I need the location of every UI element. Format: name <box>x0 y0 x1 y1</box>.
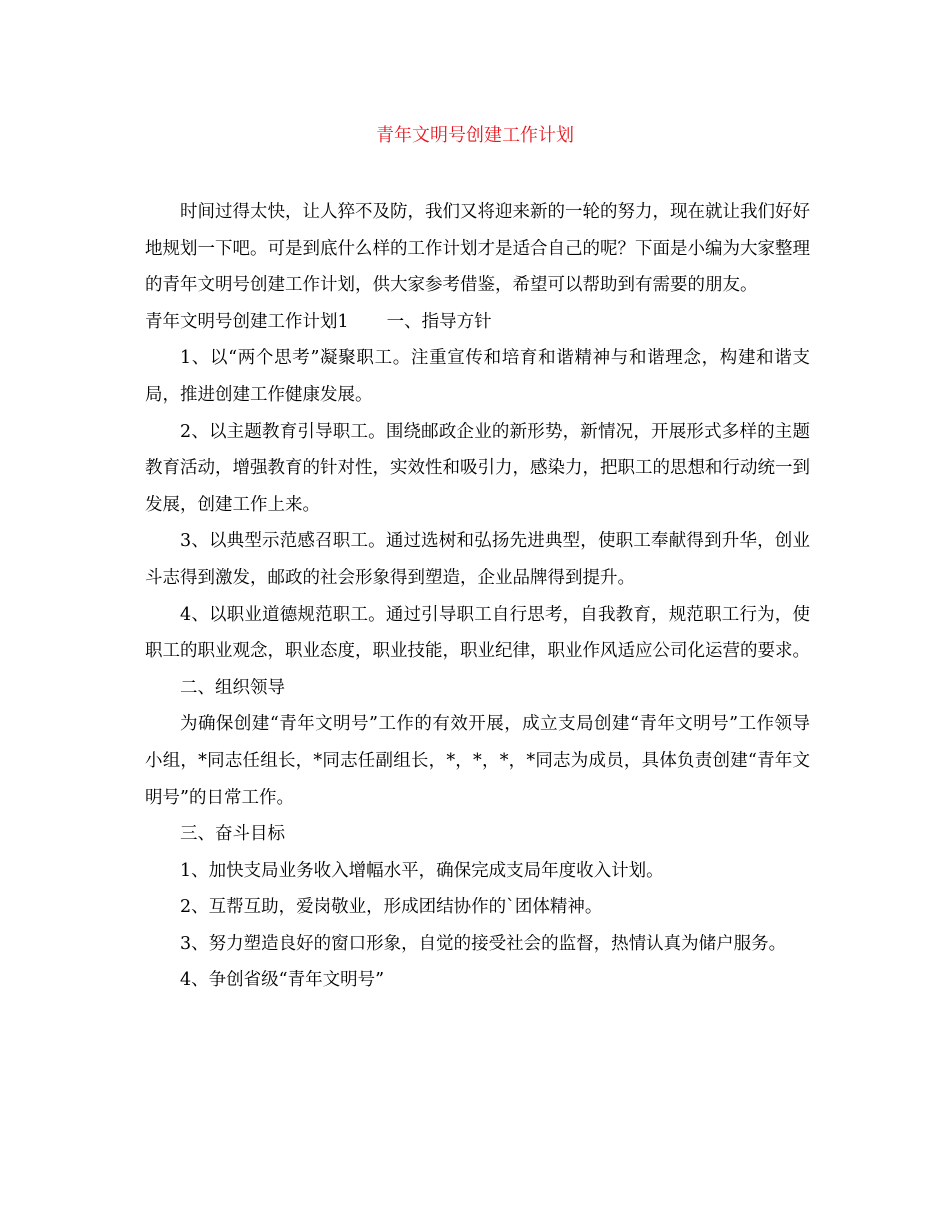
guideline-item-1: 1、以“两个思考”凝聚职工。注重宣传和培育和谐精神与和谐理念，构建和谐支局，推进创建工作健康发展。 <box>145 348 810 405</box>
section3-heading: 三、奋斗目标 <box>180 824 285 845</box>
section2-paragraph: 为确保创建“青年文明号”工作的有效开展，成立支局创建“青年文明号”工作领导小组，*同志任组长，*同志任副组长，*，*，*，*同志为成员，具体负责创建“青年文明号”的日常工作。 <box>145 714 810 808</box>
goal-item-3: 3、努力塑造良好的窗口形象，自觉的接受社会的监督，热情认真为储户服务。 <box>180 933 787 954</box>
goal-item-4: 4、争创省级“青年文明号” <box>180 970 385 991</box>
document-title: 青年文明号创建工作计划 <box>376 125 574 146</box>
guideline-item-2: 2、以主题教育引导职工。围绕邮政企业的新形势，新情况，开展形式多样的主题教育活动，增强教育的针对性，实效性和吸引力，感染力，把职工的思想和行动统一到发展，创建工作上来。 <box>145 421 810 515</box>
guideline-item-4: 4、以职业道德规范职工。通过引导职工自行思考，自我教育，规范职工行为，使职工的职业观念，职业态度，职业技能，职业纪律，职业作风适应公司化运营的要求。 <box>145 604 810 662</box>
plan-label: 青年文明号创建工作计划1 <box>145 311 349 332</box>
document-body <box>145 194 810 999</box>
plan-heading-line <box>145 304 810 341</box>
section1-heading: 一、指导方针 <box>386 311 492 332</box>
section2-heading: 二、组织领导 <box>180 677 285 698</box>
goal-item-2: 2、互帮互助，爱岗敬业，形成团结协作的`团体精神。 <box>180 897 603 918</box>
intro-paragraph: 时间过得太快，让人猝不及防，我们又将迎来新的一轮的努力，现在就让我们好好地规划一下吧。可是到底什么样的工作计划才是适合自己的呢？下面是小编为大家整理的青年文明号创建工作计划，供大家参考借鉴，希望可以帮助到有需要的朋友。 <box>145 202 810 296</box>
goal-item-1: 1、加快支局业务收入增幅水平，确保完成支局年度收入计划。 <box>180 860 664 881</box>
guideline-item-3: 3、以典型示范感召职工。通过选树和弘扬先进典型，使职工奉献得到升华，创业斗志得到激发，邮政的社会形象得到塑造，企业品牌得到提升。 <box>145 531 810 588</box>
